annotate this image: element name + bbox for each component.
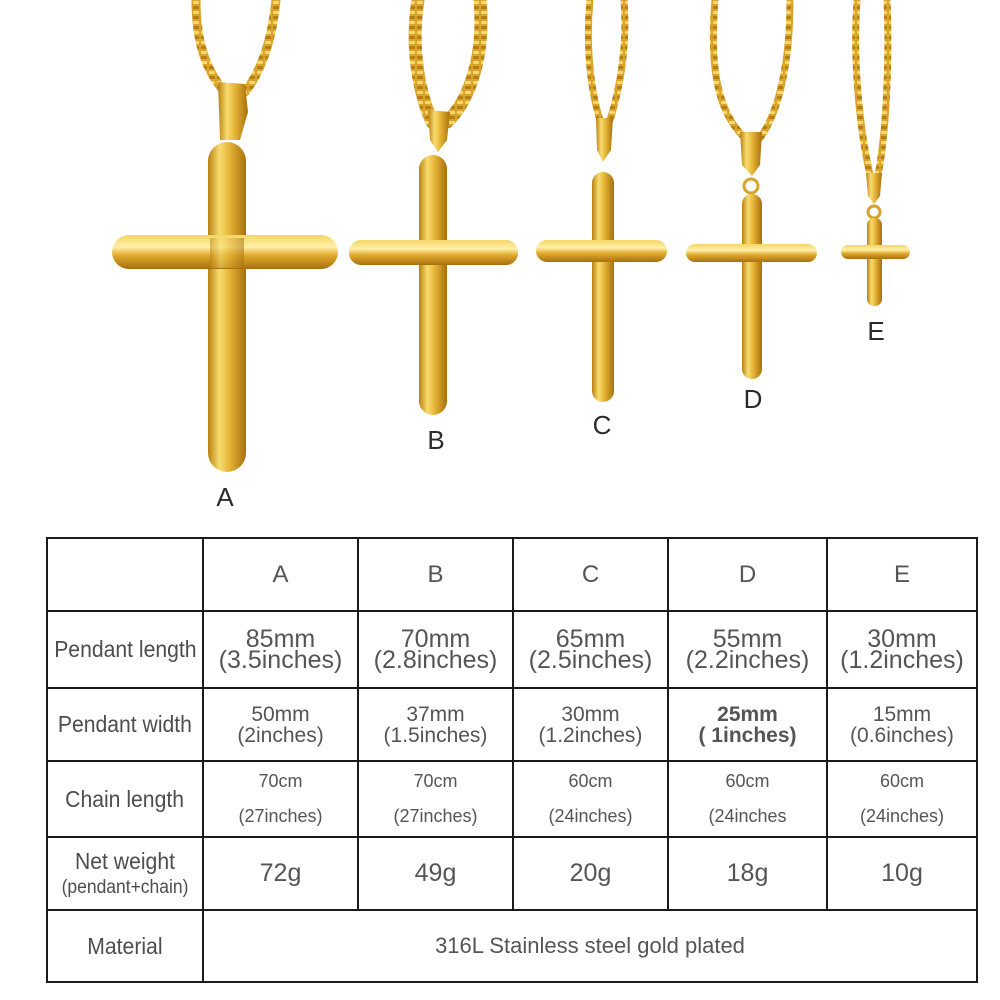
cell-mm: 30mm bbox=[561, 702, 620, 726]
cell-mm: 37mm bbox=[406, 702, 465, 726]
pendant-label-d: D bbox=[743, 384, 763, 414]
table-cell: 72g bbox=[203, 837, 358, 910]
cell-mm: 55mm bbox=[712, 624, 783, 653]
cell-mm: 30mm bbox=[867, 624, 937, 653]
pendant-label-b: B bbox=[427, 425, 445, 455]
table-cell bbox=[203, 688, 358, 761]
cell-cm: 60cm bbox=[568, 771, 613, 791]
cell-inches: (0.6inches) bbox=[850, 723, 954, 747]
column-header-b: B bbox=[358, 538, 513, 611]
material-value: 316L Stainless steel gold plated bbox=[203, 910, 977, 982]
table-cell bbox=[668, 611, 827, 688]
table-cell: 10g bbox=[827, 837, 977, 910]
column-header-a: A bbox=[203, 538, 358, 611]
cell-inches: (2.5inches) bbox=[528, 645, 653, 674]
table-row-net-weight bbox=[47, 837, 977, 910]
cell-inches: (2inches) bbox=[237, 723, 324, 747]
table-cell bbox=[358, 761, 513, 837]
row-label-cell bbox=[47, 761, 203, 837]
cross-pendant-a bbox=[112, 82, 338, 472]
table-cell bbox=[358, 611, 513, 688]
table-header-row bbox=[47, 538, 977, 611]
cell-mm: 65mm bbox=[555, 624, 626, 653]
table-cell bbox=[513, 611, 668, 688]
table-row-chain-length bbox=[47, 761, 977, 837]
table-row-pendant-width bbox=[47, 688, 977, 761]
pendant-label-c: C bbox=[592, 410, 612, 440]
cell-inches: (2.2inches) bbox=[685, 645, 810, 674]
cell-cm: 60cm bbox=[725, 771, 770, 791]
cell-mm: 50mm bbox=[251, 702, 310, 726]
cell-inches: (24inches bbox=[708, 806, 787, 826]
cross-pendant-e bbox=[841, 173, 910, 306]
cell-inches: (24inches) bbox=[859, 806, 945, 826]
row-sublabel-net-weight: (pendant+chain) bbox=[61, 877, 189, 898]
table-cell bbox=[513, 688, 668, 761]
cell-inches: (2.8inches) bbox=[373, 645, 498, 674]
corner-cell bbox=[47, 538, 203, 611]
row-label-chain-length: Chain length bbox=[65, 785, 185, 812]
table-cell bbox=[513, 761, 668, 837]
row-label-cell bbox=[47, 611, 203, 688]
table-row-pendant-length bbox=[47, 611, 977, 688]
table-cell bbox=[203, 761, 358, 837]
cell-cm: 70cm bbox=[258, 771, 303, 791]
cell-cm: 70cm bbox=[413, 771, 458, 791]
cell-inches: (27inches) bbox=[238, 806, 323, 826]
chain-e bbox=[856, 0, 888, 175]
chain-b bbox=[415, 0, 481, 122]
cell-mm: 15mm bbox=[872, 702, 932, 726]
spec-table bbox=[46, 537, 978, 983]
table-cell bbox=[827, 761, 977, 837]
cell-inches: (1.2inches) bbox=[840, 645, 964, 674]
table-cell bbox=[668, 688, 827, 761]
row-label-cell bbox=[47, 837, 203, 910]
chain-c bbox=[588, 0, 625, 120]
pendant-label-a: A bbox=[216, 482, 234, 512]
cell-mm: 85mm bbox=[245, 624, 316, 653]
cross-pendant-d bbox=[686, 132, 817, 379]
cell-inches: (1.2inches) bbox=[538, 723, 643, 747]
row-label-pendant-width: Pendant width bbox=[57, 711, 193, 737]
cell-inches: (27inches) bbox=[393, 806, 478, 826]
row-label-material: Material bbox=[87, 932, 163, 959]
chain-d bbox=[713, 0, 790, 138]
row-label-net-weight: Net weight bbox=[75, 848, 175, 874]
cell-inches: (3.5inches) bbox=[218, 645, 343, 674]
table-cell bbox=[827, 688, 977, 761]
cell-mm: 25mm bbox=[717, 702, 778, 726]
column-header-c: C bbox=[513, 538, 668, 611]
cell-inches: (24inches) bbox=[548, 806, 633, 826]
column-header-e: E bbox=[827, 538, 977, 611]
pendant-label-e: E bbox=[867, 316, 885, 346]
cross-pendant-b bbox=[349, 110, 518, 415]
cell-inches: ( 1inches) bbox=[698, 723, 797, 747]
table-cell bbox=[203, 611, 358, 688]
chain-a bbox=[196, 0, 276, 92]
table-cell bbox=[358, 688, 513, 761]
cell-cm: 60cm bbox=[879, 771, 924, 791]
table-cell bbox=[668, 761, 827, 837]
row-label-cell bbox=[47, 688, 203, 761]
table-row-material bbox=[47, 910, 977, 982]
row-label-cell bbox=[47, 910, 203, 982]
table-cell: 20g bbox=[513, 837, 668, 910]
table-cell: 18g bbox=[668, 837, 827, 910]
row-label-pendant-length: Pendant length bbox=[54, 636, 197, 662]
table-cell: 49g bbox=[358, 837, 513, 910]
cross-pendant-c bbox=[536, 118, 667, 402]
table-cell bbox=[827, 611, 977, 688]
cell-mm: 70mm bbox=[400, 624, 471, 653]
column-header-d: D bbox=[668, 538, 827, 611]
cell-inches: (1.5inches) bbox=[383, 723, 488, 747]
